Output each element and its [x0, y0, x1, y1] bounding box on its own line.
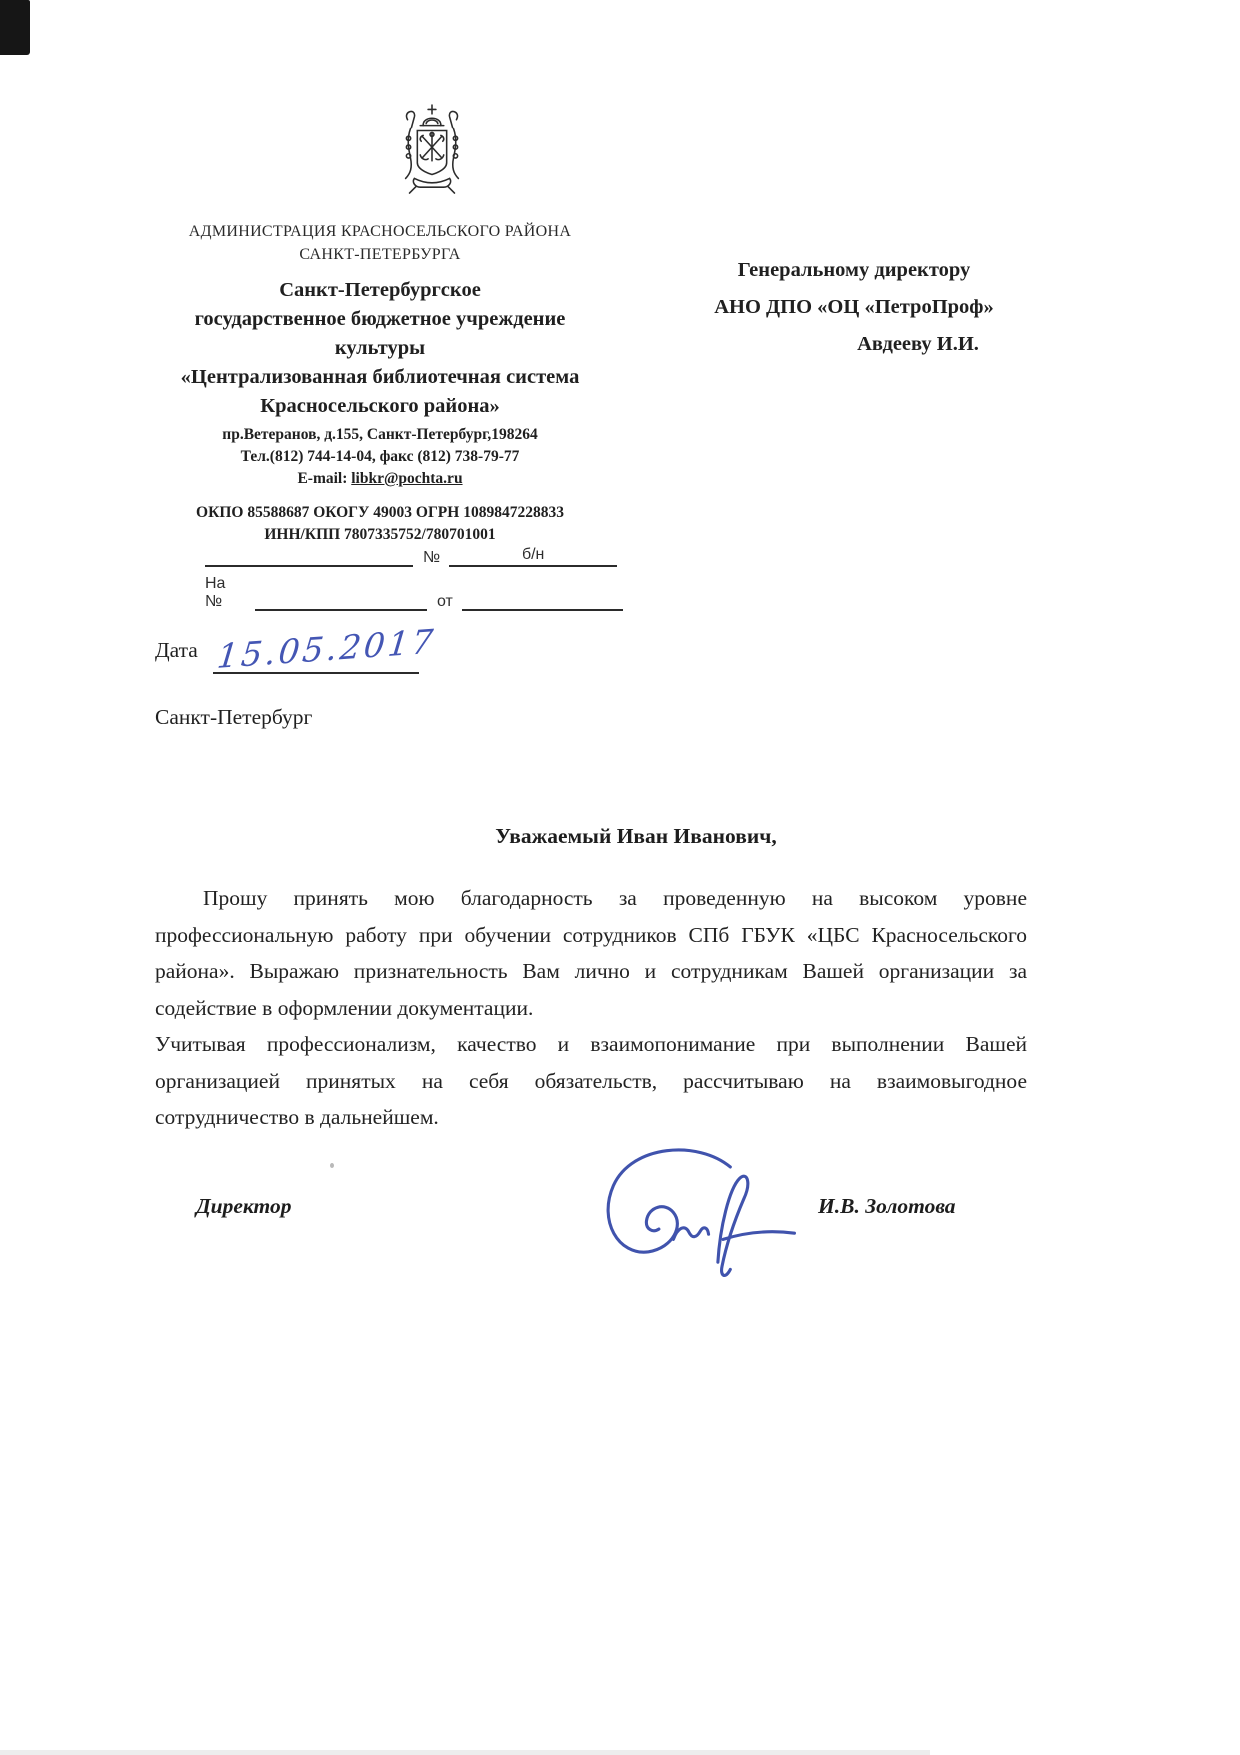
addressee-name: Авдееву И.И. [857, 333, 979, 355]
organization-line: «Централизованная библиотечная система [180, 366, 580, 388]
administration-header [140, 220, 620, 266]
phone-fax: Тел.(812) 744-14-04, факс (812) 738-79-77 [240, 448, 520, 465]
scan-corner-artifact [0, 0, 30, 55]
organization-line: культуры [334, 337, 426, 359]
outgoing-number-blank [205, 545, 413, 567]
signer-title: Директор [196, 1194, 292, 1218]
administration-line1: АДМИНИСТРАЦИЯ КРАСНОСЕЛЬСКОГО РАЙОНА [188, 223, 572, 240]
body-paragraph-2: Учитывая профессионализм, качество и взаимопонимание при выполнении Вашей организацией принятых на себя обязательств, рассчитываю на взаимовыгодное сотрудничество в дальнейшем. [155, 1032, 1027, 1129]
addressee-block [688, 252, 1020, 363]
addressee-position: Генеральному директору [737, 259, 971, 281]
email-address: libkr@pochta.ru [351, 470, 463, 487]
reply-number-blank [255, 589, 427, 611]
scan-bottom-artifact [0, 1750, 930, 1755]
outgoing-number-row [205, 545, 623, 567]
body-paragraph-1: Прошу принять мою благодарность за проведенную на высоком уровне профессиональную работу при обучении сотрудников СПб ГБУК «ЦБС Красносельского района». Выражаю признательность Вам лично и сотрудникам Вашей организации за содействие в оформлении документации. [155, 886, 1027, 1020]
email-line [140, 468, 620, 490]
organization-name [140, 276, 620, 421]
handwritten-date: 15.05.2017 [215, 621, 438, 677]
signer-name: И.В. Золотова [818, 1194, 956, 1218]
handwritten-signature [572, 1138, 810, 1286]
scan-speck-artifact [330, 1163, 334, 1168]
city-label: Санкт-Петербург [155, 705, 313, 729]
requisites-inn-kpp: ИНН/КПП 7807335752/780701001 [264, 526, 496, 543]
reply-from-label: от [436, 593, 453, 610]
administration-line2: САНКТ-ПЕТЕРБУРГА [299, 246, 461, 263]
organization-line: Красносельского района» [260, 395, 500, 417]
reply-date-blank [462, 589, 623, 611]
organization-line: государственное бюджетное учреждение [194, 308, 566, 330]
date-label: Дата [155, 638, 198, 662]
number-sign-label: № [423, 549, 441, 566]
requisites-okpo-ogrn: ОКПО 85588687 ОКОГУ 49003 ОГРН 1089847228833 [196, 504, 564, 521]
postal-address: пр.Ветеранов, д.155, Санкт-Петербург,198264 [222, 426, 538, 443]
outgoing-number-value: б/н [449, 545, 617, 567]
reply-number-row [205, 575, 623, 611]
reply-number-label: На № [205, 575, 226, 610]
date-row [155, 621, 438, 677]
salutation: Уважаемый Иван Иванович, [495, 824, 777, 848]
email-label: E-mail: [297, 470, 348, 487]
addressee-organization: АНО ДПО «ОЦ «ПетроПроф» [714, 296, 994, 318]
organization-line: Санкт-Петербургское [279, 279, 481, 301]
requisites-block [140, 502, 620, 546]
coat-of-arms-icon [388, 102, 476, 202]
contact-block [140, 424, 620, 490]
